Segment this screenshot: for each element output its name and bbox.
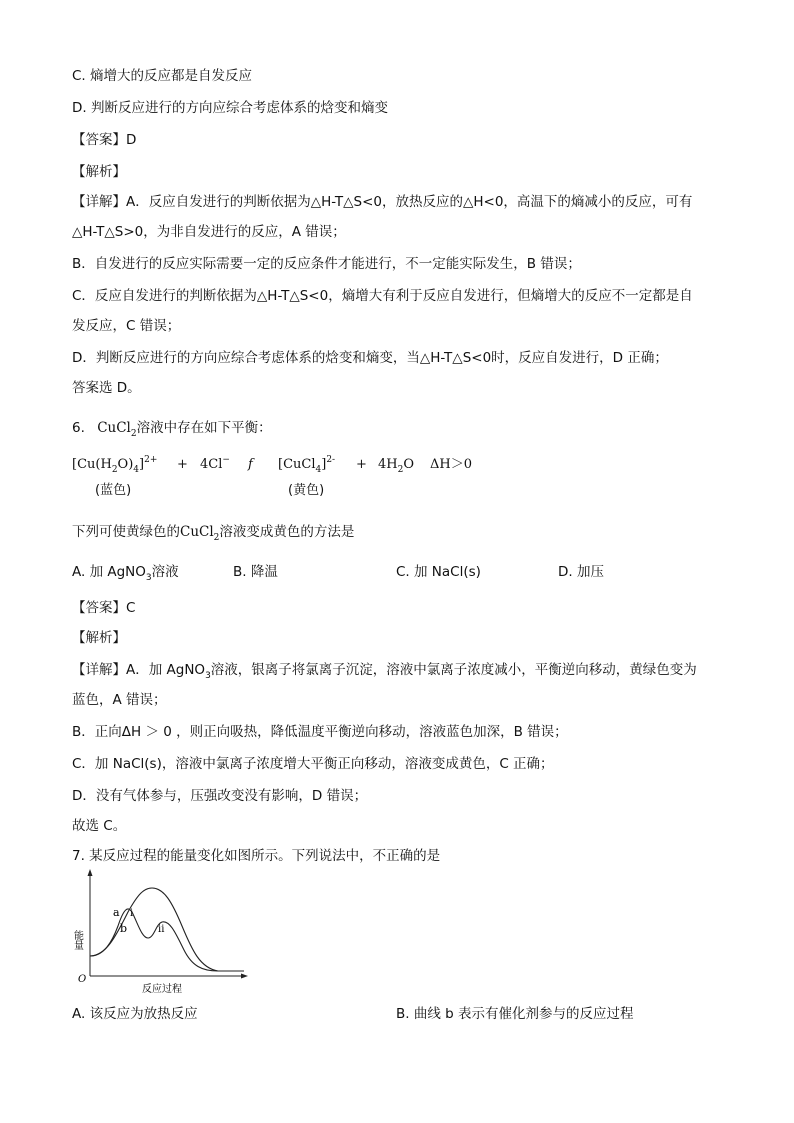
q5-analysis-heading: 【解析】: [72, 164, 126, 180]
q6-formula: CuCl$_2$: [97, 420, 137, 439]
q6-answer: 【答案】C: [72, 600, 136, 616]
q6-stem-text: 溶液中存在如下平衡：: [136, 420, 272, 436]
q5-answer: 【答案】D: [72, 132, 137, 148]
q6-label-blue: (蓝色): [95, 483, 132, 498]
q6-detail-d: D．没有气体参与，压强改变没有影响，D 错误；: [72, 788, 368, 804]
q5-option-c: C. 熵增大的反应都是自发反应: [72, 68, 253, 84]
peak-i-label: i: [130, 908, 134, 919]
q5-conclusion: 答案选 D。: [72, 380, 141, 396]
q6-question: 下列可使黄绿色的CuCl$_2$溶液变成黄色的方法是: [72, 524, 355, 543]
q5-detail-a-line2: △H-T△S>0，为非自发进行的反应，A 错误；: [72, 224, 346, 240]
q7-option-b: B. 曲线 b 表示有催化剂参与的反应过程: [396, 1006, 634, 1022]
q5-detail-a-line1: 【详解】A．反应自发进行的判断依据为△H-T△S<0，放热反应的△H<0，高温下的熵减小的反应，可有: [72, 194, 693, 210]
q6-conclusion: 故选 C。: [72, 818, 127, 834]
curve-a: [90, 888, 244, 971]
x-axis-label: 反应过程: [142, 984, 182, 995]
curve-b: [90, 909, 218, 971]
q6-equilibrium-right: [CuCl$_4$]$^{2-}$: [278, 455, 336, 475]
curve-b-label: b: [120, 922, 128, 935]
q6-equilibrium-chloride: 4Cl−: [200, 455, 230, 472]
y-axis-arrow-icon: [88, 869, 93, 876]
q6-option-b: B. 降温: [233, 564, 278, 580]
peak-ii-label: ii: [158, 924, 165, 935]
q5-detail-c-line1: C．反应自发进行的判断依据为△H-T△S<0，熵增大有利于反应自发进行，但熵增大的反应不一定都是自: [72, 288, 693, 304]
q7-option-a: A. 该反应为放热反应: [72, 1006, 198, 1022]
q5-detail-d: D．判断反应进行的方向应综合考虑体系的焓变和熵变，当△H-T△S<0时，反应自发进行，D 正确；: [72, 350, 668, 366]
q5-detail-b: B．自发进行的反应实际需要一定的反应条件才能进行，不一定能实际发生，B 错误；: [72, 256, 581, 272]
q6-detail-c: C．加 NaCl(s)，溶液中氯离子浓度增大平衡正向移动，溶液变成黄色，C 正确；: [72, 756, 554, 772]
q6-option-a: A. 加 AgNO$_3$溶液: [72, 564, 179, 583]
q6-option-c: C. 加 NaCl(s): [396, 564, 481, 580]
q6-stem: [72, 418, 272, 440]
q6-analysis-heading: 【解析】: [72, 630, 126, 646]
energy-profile-figure: [72, 868, 248, 996]
q6-equilibrium-left: $[Cu(H_2O)_4]^{2+}$: [72, 455, 158, 475]
q6-detail-a-line2: 蓝色，A 错误；: [72, 692, 167, 708]
q5-option-d: D. 判断反应进行的方向应综合考虑体系的焓变和熵变: [72, 100, 388, 116]
q6-label-yellow: (黄色): [288, 483, 325, 498]
q7-stem: 7. 某反应过程的能量变化如图所示。下列说法中，不正确的是: [72, 848, 441, 864]
q5-detail-c-line2: 发反应，C 错误；: [72, 318, 181, 334]
q6-enthalpy: ΔH＞0: [430, 457, 472, 472]
q6-equilibrium-water: $4H_2O$: [378, 457, 415, 475]
q6-equilibrium-plus1: +: [177, 457, 188, 472]
q6-option-d: D. 加压: [558, 564, 604, 580]
q6-detail-a-line1: 【详解】A．加 AgNO$_3$溶液，银离子将氯离子沉淀，溶液中氯离子浓度减小，平衡逆向移动，黄绿色变为: [72, 662, 697, 681]
x-axis-arrow-icon: [241, 974, 248, 979]
q6-number: 6.: [72, 420, 85, 436]
q6-detail-b: B．正向ΔH ＞ 0 ，则正向吸热，降低温度平衡逆向移动，溶液蓝色加深，B 错误；: [72, 724, 568, 740]
equilibrium-arrow-icon: f: [248, 457, 253, 472]
origin-label: O: [78, 974, 87, 985]
q6-question-formula: CuCl$_2$: [180, 524, 220, 543]
q6-equilibrium-plus2: +: [356, 457, 367, 472]
curve-a-label: a: [113, 906, 120, 919]
y-axis-label: 能量: [72, 930, 83, 950]
